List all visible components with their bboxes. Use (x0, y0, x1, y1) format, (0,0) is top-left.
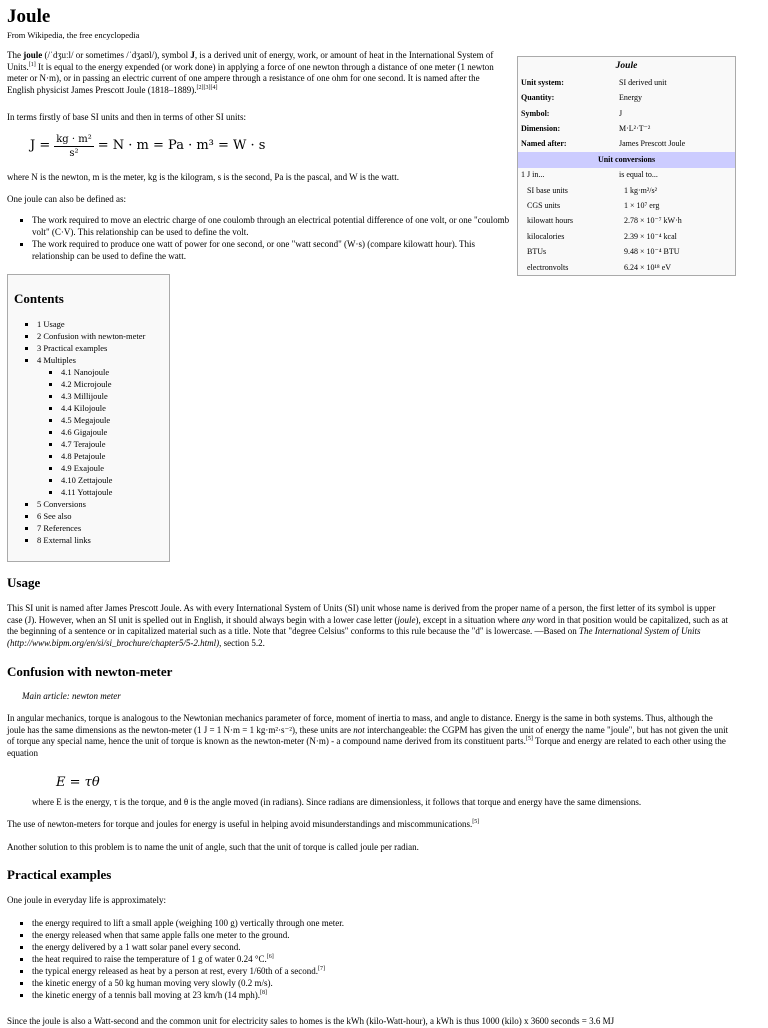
conversion-value: 2.39 × 10⁻⁴ kcal (624, 231, 677, 241)
heading-usage: Usage (7, 575, 41, 590)
list-item: ▪ the heat required to raise the temperature of 1 g of water 0.24 °C.[6] (32, 953, 757, 965)
conversion-value: 1 × 10⁷ erg (624, 200, 660, 210)
toc-subitem[interactable]: ▪ 4.7 Terajoule (61, 438, 163, 450)
practical-intro: One joule in everyday life is approximately: (7, 895, 166, 905)
toc-subitem[interactable]: ▪ 4.9 Exajoule (61, 462, 163, 474)
base-units-intro: In terms firstly of base SI units and then in terms of other SI units: (7, 112, 246, 122)
toc-item[interactable] (37, 330, 163, 342)
citation-link[interactable]: [5] (472, 819, 480, 825)
toc-link[interactable]: 8 External links (37, 534, 91, 545)
torque-equation: E = τθ (56, 775, 100, 790)
citation-link[interactable]: [6] (266, 954, 274, 960)
toc-link[interactable]: 6 See also (37, 510, 72, 521)
conversion-unit[interactable]: kilowatt hours (527, 216, 573, 226)
infobox-value: James Prescott Joule (619, 139, 686, 149)
definitions-list (7, 214, 512, 262)
infobox-value: SI derived unit (619, 77, 667, 87)
infobox-title: Joule (615, 61, 638, 71)
page-title: Joule (7, 6, 51, 27)
conversions-header: Unit conversions (518, 152, 735, 167)
toc-item[interactable] (37, 342, 163, 354)
confusion-paragraph-2: The use of newton-meters for torque and joules for energy is useful in helping avoid misunderstandings and miscommunications.[5] (7, 819, 480, 829)
toc-item[interactable] (37, 522, 163, 534)
toc-subitem[interactable]: ▪ 4.2 Microjoule (61, 378, 163, 390)
citation-link[interactable]: [1] (28, 61, 36, 68)
toc-item[interactable] (37, 534, 163, 546)
list-item: ▪ the kinetic energy of a 50 kg human moving very slowly (0.2 m/s). (32, 977, 757, 989)
conversion-unit[interactable]: CGS units (527, 200, 561, 210)
toc-item[interactable] (37, 498, 163, 510)
usage-paragraph: This SI unit is named after James Prescott Joule. As with every International System of Units (SI) unit whose name is derived from the proper name of a person, the first letter of its symbol is upper case (J). However, when an SI unit is spelled out in English, it should always begin with a lower case letter (joule), except in a situation where any word in that position would be capitalized, such as at the beginning of a sentence or in capitalized material such as a title. Note that "degree Celsius" conforms to this rule because the "d" is lowercase. —Based on The International System of Units (http://www.bipm.org/en/si/si_brochure/chapter5/5-2.html), section 5.2. (7, 603, 728, 649)
list-item: ▪ the typical energy released as heat by a person at rest, every 1/60th of a second.[7] (32, 965, 757, 977)
lead-paragraph: The joule (/ˈdʒuːl/ or sometimes /ˈdʒaʊl/), symbol J, is a derived unit of energy, work, or amount of heat in the International System of Units.[1] It is equal to the energy expended (or work done) in applying a force of one newton through a distance of one meter (1 newton meter or N·m), or in passing an electric current of one ampere through a resistance of one ohm for one second. It is named after the English physicist James Prescott Joule (1818–1889).[2][3][4] (7, 50, 494, 96)
infobox-label: Quantity: (521, 93, 555, 103)
conversion-value: 9.48 × 10⁻⁴ BTU (624, 247, 680, 257)
practical-trailing: Since the joule is also a Watt-second and the common unit for electricity sales to homes is the kWh (kilo-Watt-hour), a kWh is thus 1000 (kilo) x 3600 seconds = 3.6 MJ (7, 1016, 615, 1026)
toc-link[interactable]: 5 Conversions (37, 498, 86, 509)
toc-link[interactable]: 7 References (37, 522, 82, 533)
main-article-hatnote[interactable]: Main article: newton meter (22, 691, 121, 701)
toc-item[interactable] (37, 318, 163, 330)
toc-subitem[interactable]: ▪ 4.5 Megajoule (61, 414, 163, 426)
heading-practical-examples: Practical examples (7, 867, 112, 882)
conversion-unit[interactable]: electronvolts (527, 262, 569, 272)
citation-link[interactable]: [2][3][4] (196, 85, 218, 92)
citation-link[interactable]: [7] (317, 966, 325, 972)
infobox-value: J (619, 108, 623, 118)
infobox-value: M·L²·T⁻² (619, 124, 651, 134)
site-subtitle: From Wikipedia, the free encyclopedia (7, 30, 140, 40)
toc-link[interactable]: 2 Confusion with newton-meter (37, 330, 146, 341)
toc-link[interactable]: 4 Multiples (37, 354, 76, 365)
heading-confusion: Confusion with newton-meter (7, 664, 173, 679)
list-item: ▪ the energy required to lift a small apple (weighing 100 g) vertically through one meter. (32, 917, 757, 929)
conversion-unit[interactable]: BTUs (527, 247, 547, 257)
confusion-paragraph: In angular mechanics, torque is analogous to the Newtonian mechanics parameter of force, moment of inertia to mass, and angle to distance. Energy is the same in both systems. Thus, although the joule has the same dimensions as the newton-meter (1 J = 1 N·m = 1 kg·m²·s⁻²), these units are not interchangeable: the CGPM has given the unit of energy the name "joule", but has not given the unit of torque any special name, hence the unit of torque is known as the newton-meter (N·m) - a compound name derived from its constituent parts.[5] Torque and energy are related to each other using the equation (7, 713, 729, 759)
toc-link[interactable]: 3 Practical examples (37, 342, 108, 353)
toc-link[interactable]: 1 Usage (37, 318, 65, 329)
conversion-unit[interactable]: SI base units (527, 185, 568, 195)
toc-title: Contents (14, 291, 64, 306)
toc-subitem[interactable]: ▪ 4.6 Gigajoule (61, 426, 163, 438)
list-item: ▪ The work required to produce one watt of power for one second, or one "watt second" (W·s) (compare kilowatt hour). This relationship can be used to define the watt. (32, 238, 512, 262)
table-of-contents (7, 274, 170, 562)
infobox-label: Named after: (521, 139, 567, 149)
list-item: ▪ the energy released when that same apple falls one meter to the ground. (32, 929, 757, 941)
citation-link[interactable]: [8] (260, 990, 268, 996)
conversion-unit[interactable]: kilocalories (527, 231, 565, 241)
defined-intro: One joule can also be defined as: (7, 194, 126, 204)
toc-subitem[interactable]: ▪ 4.3 Millijoule (61, 390, 163, 402)
equation-explanation: where E is the energy, τ is the torque, and θ is the angle moved (in radians). Since radians are dimensionless, it follows that torque and energy have the same dimensions. (32, 797, 642, 807)
infobox-value: Energy (619, 93, 642, 103)
list-item: ▪ The work required to move an electric charge of one coulomb through an electrical potential difference of one volt, or one "coulomb volt" (C·V). This relationship can be used to define the volt. (32, 214, 512, 238)
where-text: where N is the newton, m is the meter, kg is the kilogram, s is the second, Pa is the pascal, and W is the watt. (7, 172, 399, 182)
si-formula: J = $\frac{\text{kg · m²}}{\text{s²}}$ = N · m = Pa · m³ = W · s (30, 134, 266, 159)
infobox-label: Unit system: (521, 77, 564, 87)
infobox-label: Dimension: (521, 124, 561, 134)
toc-subitem[interactable]: ▪ 4.4 Kilojoule (61, 402, 163, 414)
toc-item[interactable] (37, 510, 163, 522)
toc-subitem[interactable]: ▪ 4.8 Petajoule (61, 450, 163, 462)
confusion-paragraph-3: Another solution to this problem is to name the unit of angle, such that the unit of torque is called joule per radian. (7, 842, 419, 852)
bipm-link[interactable]: The International System of Units (http://www.bipm.org/en/si/si_brochure/chapter5/5-2.html) (7, 626, 701, 649)
toc-subitem[interactable]: ▪ 4.10 Zettajoule (61, 474, 163, 486)
citation-link[interactable]: [5] (525, 736, 533, 743)
conversion-value: 1 kg·m²/s² (624, 185, 658, 195)
conversion-value: 6.24 × 10¹⁸ eV (624, 262, 672, 272)
toc-subitem[interactable]: ▪ 4.11 Yottajoule (61, 486, 163, 498)
infobox-label: Symbol: (521, 108, 550, 118)
toc-subitem[interactable]: ▪ 4.1 Nanojoule (61, 366, 163, 378)
practical-list (7, 917, 757, 1001)
conv-head-left: 1 J in... (521, 170, 545, 180)
infobox (517, 56, 736, 276)
list-item: ▪ the kinetic energy of a tennis ball moving at 23 km/h (14 mph).[8] (32, 989, 757, 1001)
conv-head-right: is equal to... (619, 170, 658, 180)
conversion-value: 2.78 × 10⁻⁷ kW·h (624, 216, 682, 226)
lead-bold-joule: joule (23, 50, 43, 60)
toc-list (14, 318, 163, 546)
list-item: ▪ the energy delivered by a 1 watt solar panel every second. (32, 941, 757, 953)
toc-item[interactable] (37, 354, 163, 498)
